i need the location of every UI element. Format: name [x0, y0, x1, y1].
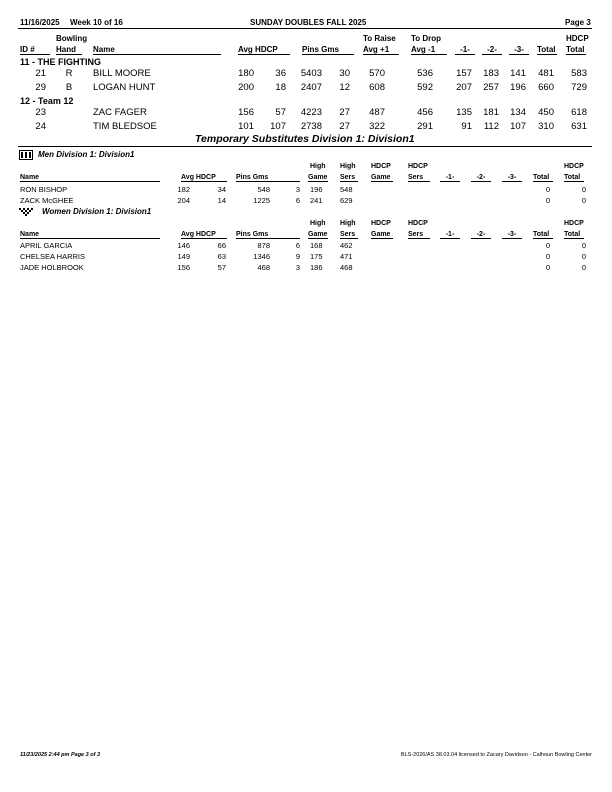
subs-title: Temporary Substitutes Division 1: Division1: [195, 133, 415, 145]
col-avg-minus1: Avg -1: [411, 45, 447, 55]
sub-header-top: [0, 220, 612, 230]
bowler-id: 29: [35, 82, 46, 93]
bowler-games: 27: [339, 107, 350, 118]
col-avg-hdcp: Avg HDCP: [181, 231, 227, 239]
bowler-pins: 4223: [300, 107, 322, 118]
bowler-total: 481: [538, 68, 554, 79]
col-hdcp-sers: Sers: [408, 174, 430, 182]
col-avg-hdcp: Avg HDCP: [238, 45, 290, 55]
sub-high-series: 462: [340, 241, 353, 250]
col-id: ID #: [20, 45, 50, 55]
sub-hdcp: 63: [217, 252, 226, 261]
bowler-hdcp-total: 631: [571, 121, 587, 132]
bowler-hand: B: [65, 82, 73, 93]
sub-high-series: 471: [340, 252, 353, 261]
table-row: [0, 82, 612, 95]
bowler-game-3: 134: [510, 107, 526, 118]
sub-name: APRIL GARCIA: [20, 241, 73, 250]
table-row: [0, 252, 612, 263]
team-title: 12 - Team 12: [20, 96, 74, 106]
col-total: Total: [537, 45, 556, 54]
bowler-hdcp: 36: [275, 68, 286, 79]
sub-hdcp-total: 0: [581, 241, 586, 250]
col-sers: Sers: [340, 174, 358, 182]
bowler-game-2: 112: [483, 121, 499, 132]
sub-hdcp-total: 0: [581, 252, 586, 261]
col-hdcp-total: Total: [564, 174, 584, 182]
bowler-name: BILL MOORE: [93, 68, 151, 79]
bowler-total: 660: [538, 82, 554, 93]
col-total: Total: [533, 231, 553, 239]
bowler-id: 24: [35, 121, 46, 132]
col-avg-hdcp: Avg HDCP: [181, 174, 227, 182]
col-total: Total: [533, 174, 553, 182]
bowler-games: 30: [339, 68, 350, 79]
col-hdcp-total: Total: [564, 231, 584, 239]
sub-hdcp: 66: [217, 241, 226, 250]
sub-header-top: [0, 163, 612, 173]
sub-avg: 204: [177, 196, 190, 205]
sub-hdcp: 34: [217, 185, 226, 194]
col-game-2: -2-: [471, 231, 491, 239]
bowler-games: 12: [339, 82, 350, 93]
bowler-hdcp: 57: [275, 107, 286, 118]
sub-hdcp: 14: [217, 196, 226, 205]
sub-pins: 1225: [253, 196, 270, 205]
bowler-to-raise: 322: [369, 121, 385, 132]
bowler-hdcp: 107: [270, 121, 286, 132]
table-row: [0, 185, 612, 196]
col-pins-gms: Pins Gms: [236, 174, 300, 182]
header-rule: [18, 28, 592, 29]
col-name: Name: [20, 231, 160, 239]
table-row: [0, 241, 612, 252]
sub-avg: 182: [177, 185, 190, 194]
bowler-game-2: 257: [483, 82, 499, 93]
sub-hdcp-total: 0: [581, 263, 586, 272]
bowler-game-2: 183: [483, 68, 499, 79]
sub-pins: 1346: [253, 252, 270, 261]
bowler-game-3: 196: [510, 82, 526, 93]
col-hdcp: HDCP: [566, 34, 589, 43]
col-hdcp: HDCP: [408, 220, 428, 227]
bowler-to-drop: 536: [417, 68, 433, 79]
bowler-games: 27: [339, 121, 350, 132]
sub-total: 0: [545, 263, 550, 272]
women-icon: [19, 207, 33, 217]
table-row: [0, 107, 612, 120]
sub-pins: 878: [257, 241, 270, 250]
sub-header: [0, 174, 612, 184]
sub-high-game: 196: [310, 185, 323, 194]
bowler-to-raise: 487: [369, 107, 385, 118]
col-game-2: -2-: [471, 174, 491, 182]
footer-timestamp: 11/23/2025 2:44 pm Page 3 of 3: [20, 752, 100, 758]
bowler-hdcp-total: 618: [571, 107, 587, 118]
sub-name: RON BISHOP: [20, 185, 68, 194]
col-hdcp-game: Game: [371, 174, 393, 182]
sub-name: ZACK McGHEE: [20, 196, 74, 205]
col-hdcp-game: Game: [371, 231, 393, 239]
sub-total: 0: [545, 185, 550, 194]
col-game: Game: [308, 231, 328, 238]
bowler-pins: 5403: [300, 68, 322, 79]
col-to-drop: To Drop: [411, 34, 442, 43]
col-game-3: -3-: [502, 231, 522, 239]
sub-high-game: 186: [310, 263, 323, 272]
bowler-game-3: 107: [510, 121, 526, 132]
col-name: Name: [20, 174, 160, 182]
col-game-1: -1-: [440, 174, 460, 182]
col-hdcp: HDCP: [371, 220, 391, 227]
bowler-game-1: 135: [456, 107, 472, 118]
col-game-1: -1-: [455, 45, 475, 55]
sub-total: 0: [545, 252, 550, 261]
sub-total: 0: [545, 241, 550, 250]
sub-high-game: 168: [310, 241, 323, 250]
women-group-title: Women Division 1: Division1: [42, 207, 152, 216]
league-title: SUNDAY DOUBLES FALL 2025: [250, 18, 367, 27]
col-pins-gms: Pins Gms: [302, 45, 354, 55]
col-hdcp: HDCP: [371, 163, 391, 170]
col-name: Name: [93, 45, 221, 55]
bowler-name: ZAC FAGER: [93, 107, 147, 118]
sub-name: CHELSEA HARRIS: [20, 252, 86, 261]
sub-games: 3: [295, 263, 300, 272]
sub-avg: 146: [177, 241, 190, 250]
bowler-id: 21: [35, 68, 46, 79]
report-date: 11/16/2025: [20, 18, 60, 27]
sub-high-game: 241: [310, 196, 323, 205]
col-to-raise: To Raise: [363, 34, 396, 43]
bowler-game-1: 207: [456, 82, 472, 93]
sub-avg: 156: [177, 263, 190, 272]
table-row: [0, 196, 612, 207]
bowler-pins: 2738: [300, 121, 322, 132]
sub-games: 6: [295, 241, 300, 250]
sub-avg: 149: [177, 252, 190, 261]
sub-hdcp-total: 0: [581, 196, 586, 205]
report-week: Week 10 of 16: [70, 18, 123, 27]
col-sers: Sers: [340, 231, 358, 239]
col-game: Game: [308, 174, 328, 181]
bowler-hdcp-total: 583: [571, 68, 587, 79]
sub-high-series: 548: [340, 185, 353, 194]
col-game-2: -2-: [482, 45, 502, 55]
sub-total: 0: [545, 196, 550, 205]
bowler-game-2: 181: [483, 107, 499, 118]
col-bowling: Bowling: [56, 34, 88, 43]
col-hdcp-total: Total: [566, 45, 585, 54]
bowler-hdcp-total: 729: [571, 82, 587, 93]
bowler-name: TIM BLEDSOE: [93, 121, 157, 132]
bowler-to-drop: 456: [417, 107, 433, 118]
col-hdcp: HDCP: [408, 163, 428, 170]
bowler-to-raise: 570: [369, 68, 385, 79]
bowler-game-1: 91: [461, 121, 472, 132]
men-icon: [19, 150, 33, 160]
bowler-game-3: 141: [510, 68, 526, 79]
sub-pins: 468: [257, 263, 270, 272]
bowler-hand: R: [65, 68, 73, 79]
col-hdcp-sers: Sers: [408, 231, 430, 239]
bowler-hdcp: 18: [275, 82, 286, 93]
col-pins-gms: Pins Gms: [236, 231, 300, 239]
bowler-to-raise: 608: [369, 82, 385, 93]
subs-rule: [18, 146, 592, 147]
bowler-avg: 200: [238, 82, 254, 93]
col-high: High: [340, 163, 356, 170]
bowler-avg: 101: [238, 121, 254, 132]
bowler-game-1: 157: [456, 68, 472, 79]
col-hand: Hand: [56, 45, 82, 55]
sub-header: [0, 231, 612, 241]
col-hdcp: HDCP: [564, 163, 584, 170]
men-group-title: Men Division 1: Division1: [38, 150, 135, 159]
bowler-total: 310: [538, 121, 554, 132]
bowler-id: 23: [35, 107, 46, 118]
col-high: High: [340, 220, 356, 227]
team-title: 11 - THE FIGHTING: [20, 57, 102, 67]
sub-high-series: 468: [340, 263, 353, 272]
col-high: High: [310, 220, 326, 227]
bowler-to-drop: 592: [417, 82, 433, 93]
col-game-3: -3-: [509, 45, 529, 55]
bowler-avg: 156: [238, 107, 254, 118]
sub-games: 6: [295, 196, 300, 205]
sub-high-game: 175: [310, 252, 323, 261]
col-hdcp: HDCP: [564, 220, 584, 227]
sub-games: 3: [295, 185, 300, 194]
page-number: Page 3: [565, 18, 591, 27]
bowler-avg: 180: [238, 68, 254, 79]
table-row: [0, 263, 612, 274]
sub-hdcp: 57: [217, 263, 226, 272]
col-high: High: [310, 163, 326, 170]
bowler-pins: 2407: [300, 82, 322, 93]
bowler-total: 450: [538, 107, 554, 118]
bowler-name: LOGAN HUNT: [93, 82, 156, 93]
table-row: [0, 68, 612, 81]
sub-high-series: 629: [340, 196, 353, 205]
sub-hdcp-total: 0: [581, 185, 586, 194]
sub-pins: 548: [257, 185, 270, 194]
col-game-3: -3-: [502, 174, 522, 182]
sub-name: JADE HOLBROOK: [20, 263, 84, 272]
sub-games: 9: [295, 252, 300, 261]
bowler-to-drop: 291: [417, 121, 433, 132]
col-game-1: -1-: [440, 231, 460, 239]
col-avg-plus1: Avg +1: [363, 45, 399, 55]
footer-license: BLS-2026/AS 38.03.04 licensed to Zacary Davidson - Calhoun Bowling Center: [400, 752, 592, 758]
